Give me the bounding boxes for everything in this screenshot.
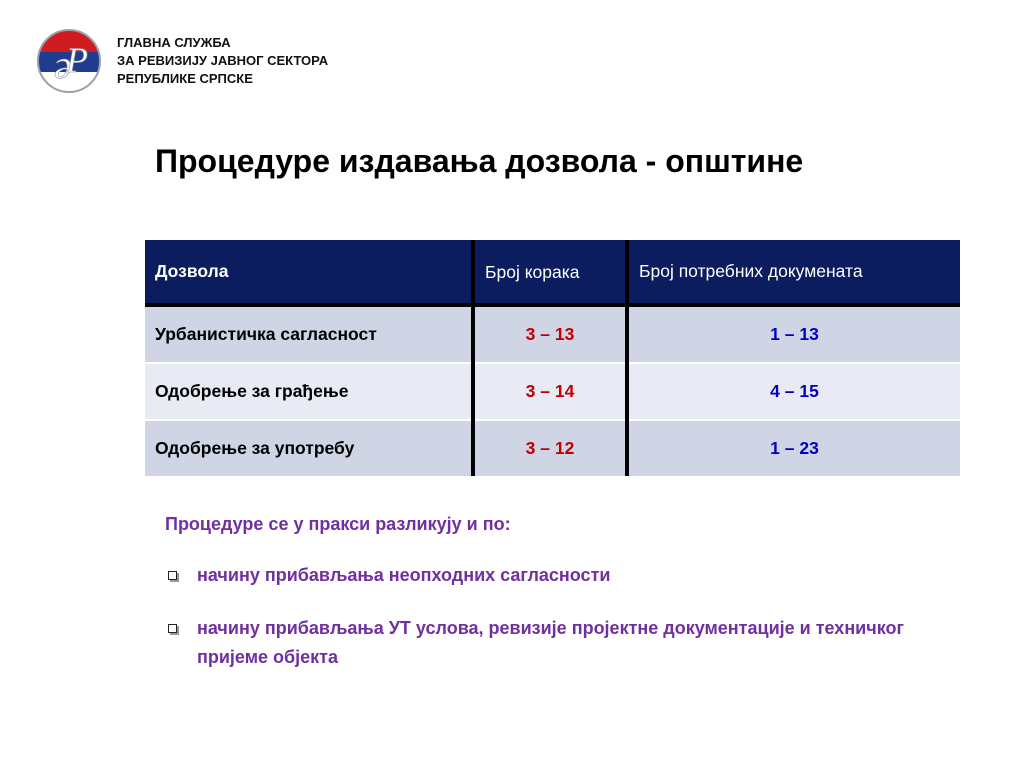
steps-cell: 3 – 13 xyxy=(473,305,627,363)
steps-cell: 3 – 12 xyxy=(473,420,627,476)
permit-cell: Одобрење за употребу xyxy=(145,420,473,476)
organization-name xyxy=(117,34,328,88)
table-row xyxy=(145,420,960,476)
slide-title: Процедуре издавања дозвола - општине xyxy=(155,143,804,179)
column-header-documents: Број потребних докумената xyxy=(627,240,960,305)
column-header-permit: Дозвола xyxy=(145,240,473,305)
table-row xyxy=(145,305,960,363)
notes-lead: Процедуре се у пракси разликују и по: xyxy=(165,514,511,534)
bullet-item xyxy=(165,614,965,672)
permit-cell: Одобрење за грађење xyxy=(145,363,473,420)
org-line-2: ЗА РЕВИЗИЈУ ЈАВНОГ СЕКТОРА xyxy=(117,53,329,68)
svg-text:ə: ə xyxy=(54,42,72,87)
bullet-text: начину прибављања УТ услова, ревизије пројектне документације и техничког пријеме објекта xyxy=(197,618,904,667)
svg-text:P: P xyxy=(66,40,88,80)
column-header-steps: Број корака xyxy=(473,240,627,305)
bullet-item xyxy=(165,561,965,590)
square-bullet-icon xyxy=(168,624,177,633)
steps-cell: 3 – 14 xyxy=(473,363,627,420)
org-line-1: ГЛАВНА СЛУЖБА xyxy=(117,35,231,50)
permits-table xyxy=(145,240,960,476)
bullet-text: начину прибављања неопходних сагласности xyxy=(197,565,611,585)
table-row xyxy=(145,363,960,420)
documents-cell: 1 – 13 xyxy=(627,305,960,363)
org-line-3: РЕПУБЛИКЕ СРПСКЕ xyxy=(117,71,253,86)
institution-logo xyxy=(36,28,102,94)
table-header-row xyxy=(145,240,960,305)
square-bullet-icon xyxy=(168,571,177,580)
permit-cell: Урбанистичка сагласност xyxy=(145,305,473,363)
documents-cell: 4 – 15 xyxy=(627,363,960,420)
notes-section xyxy=(165,514,965,696)
documents-cell: 1 – 23 xyxy=(627,420,960,476)
